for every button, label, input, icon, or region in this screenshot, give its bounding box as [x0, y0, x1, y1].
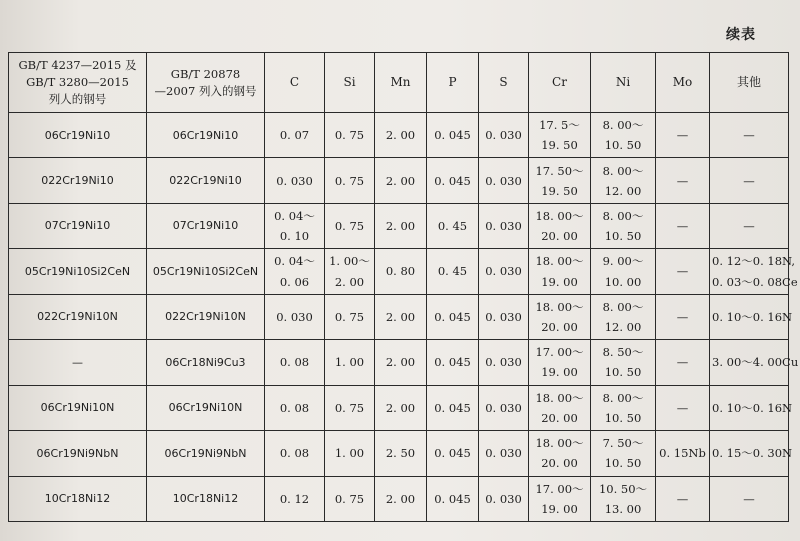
cell-c-line: 0. 030 [276, 309, 313, 324]
table-row [9, 294, 789, 339]
cell-si [325, 249, 375, 294]
cell-other-line: 0. 10～0. 16N [712, 309, 793, 324]
cell-mo [656, 158, 710, 203]
cell-gbt20878: 06Cr19Ni9NbN [147, 431, 265, 476]
cell-ni-line: 7. 50～ [602, 436, 644, 451]
cell-c-line: 0. 10 [279, 229, 310, 244]
cell-other-line: 0. 15～0. 30N [712, 446, 793, 461]
cell-gbt20878: 06Cr19Ni10 [147, 113, 265, 158]
cell-cr-line: 17. 5～ [539, 118, 580, 133]
cell-p [427, 249, 479, 294]
cell-s-line: 0. 030 [485, 128, 522, 143]
cell-mn-line: 2. 00 [385, 355, 416, 370]
cell-p-line: 0. 045 [434, 400, 471, 415]
cell-mo-line: — [676, 491, 689, 506]
cell-other-line: — [743, 219, 755, 234]
cell-ni-line: 8. 00～ [602, 208, 644, 223]
header-s: S [479, 53, 529, 113]
cell-p-line: 0. 45 [437, 264, 468, 279]
cell-other [710, 385, 793, 430]
cell-ni-line: 10. 50 [604, 138, 642, 153]
cell-gbt20878: 06Cr18Ni9Cu3 [147, 340, 265, 385]
cell-cr [529, 294, 591, 339]
cell-ni-line: 9. 00～ [602, 254, 644, 269]
cell-s [479, 431, 529, 476]
cell-mo-line: — [676, 400, 689, 415]
cell-p [427, 476, 479, 522]
cell-cr-line: 19. 50 [541, 138, 578, 153]
cell-c-line: 0. 12 [279, 491, 310, 506]
cell-ni [591, 294, 656, 339]
steel-composition-table [8, 52, 799, 522]
cell-cr [529, 431, 591, 476]
cell-p [427, 385, 479, 430]
cell-other [710, 431, 793, 476]
cell-p-line: 0. 045 [434, 446, 471, 461]
cell-gbt4237: — [9, 340, 147, 385]
cell-mn [375, 113, 427, 158]
cell-cr-line: 17. 50～ [535, 163, 584, 178]
cell-ni-line: 8. 50～ [602, 345, 644, 360]
table-row [9, 203, 789, 248]
cell-s [479, 249, 529, 294]
cell-c [265, 476, 325, 522]
header-mn: Mn [375, 53, 427, 113]
header-c: C [265, 53, 325, 113]
cell-p [427, 340, 479, 385]
cell-s-line: 0. 030 [485, 400, 522, 415]
cell-cr-line: 20. 00 [541, 410, 578, 425]
cell-gbt20878: 10Cr18Ni12 [147, 476, 265, 522]
cell-other [710, 249, 798, 294]
table-body [9, 113, 799, 522]
cell-p [427, 431, 479, 476]
cell-p-line: 0. 045 [434, 128, 471, 143]
cell-mo-line: — [676, 219, 689, 234]
cell-cr-line: 18. 00～ [535, 299, 584, 314]
cell-c [265, 340, 325, 385]
cell-c [265, 158, 325, 203]
cell-mo-line: — [676, 128, 689, 143]
cell-si [325, 158, 375, 203]
cell-ni [591, 431, 656, 476]
header-gbt20878-line: GB/T 20878 [170, 66, 241, 81]
cell-other-line: — [743, 128, 755, 143]
cell-other [710, 203, 789, 248]
cell-c-line: 0. 08 [279, 355, 310, 370]
cell-si [325, 385, 375, 430]
cell-gbt4237: 10Cr18Ni12 [9, 476, 147, 522]
cell-s-line: 0. 030 [485, 355, 522, 370]
cell-ni-line: 12. 00 [604, 183, 642, 198]
cell-mn [375, 431, 427, 476]
cell-si-line: 0. 75 [334, 128, 365, 143]
cell-mo-line: — [676, 173, 689, 188]
cell-s-line: 0. 030 [485, 219, 522, 234]
table-row [9, 249, 789, 294]
cell-c-line: 0. 04～ [274, 208, 315, 223]
cell-si-line: 0. 75 [334, 309, 365, 324]
cell-ni-line: 10. 00 [604, 274, 642, 289]
cell-cr-line: 20. 00 [541, 456, 578, 471]
cell-mo [656, 113, 710, 158]
cell-s-line: 0. 030 [485, 264, 522, 279]
header-gbt4237-line: 列人的钢号 [48, 91, 107, 106]
cell-c [265, 203, 325, 248]
header-mo: Mo [656, 53, 710, 113]
cell-other [710, 476, 789, 522]
cell-other-line: — [743, 173, 755, 188]
cell-c [265, 294, 325, 339]
cell-gbt4237: 022Cr19Ni10 [9, 158, 147, 203]
cell-c-line: 0. 030 [276, 173, 313, 188]
cell-ni [591, 203, 656, 248]
cell-gbt4237: 06Cr19Ni10 [9, 113, 147, 158]
cell-p-line: 0. 045 [434, 309, 471, 324]
cell-mn-line: 2. 00 [385, 219, 416, 234]
cell-ni [591, 476, 656, 522]
cell-gbt20878: 06Cr19Ni10N [147, 385, 265, 430]
cell-s-line: 0. 030 [485, 491, 522, 506]
cell-gbt20878: 022Cr19Ni10N [147, 294, 265, 339]
cell-ni-line: 12. 00 [604, 319, 642, 334]
cell-mn [375, 340, 427, 385]
cell-si [325, 340, 375, 385]
cell-si [325, 476, 375, 522]
cell-mn [375, 294, 427, 339]
cell-cr [529, 113, 591, 158]
cell-cr-line: 19. 00 [541, 501, 578, 516]
cell-gbt20878: 05Cr19Ni10Si2CeN [147, 249, 265, 294]
cell-other-line: 3. 00～4. 00Cu [712, 355, 799, 370]
cell-p [427, 203, 479, 248]
cell-c [265, 385, 325, 430]
cell-mo [656, 340, 710, 385]
cell-other [710, 113, 789, 158]
cell-cr-line: 18. 00～ [535, 436, 584, 451]
cell-cr [529, 476, 591, 522]
cell-cr-line: 17. 00～ [535, 481, 584, 496]
cell-s [479, 113, 529, 158]
cell-ni-line: 10. 50 [604, 229, 642, 244]
cell-p-line: 0. 045 [434, 491, 471, 506]
cell-ni-line: 8. 00～ [602, 299, 644, 314]
cell-si [325, 203, 375, 248]
cell-gbt4237: 06Cr19Ni9NbN [9, 431, 147, 476]
cell-mn [375, 158, 427, 203]
cell-ni [591, 158, 656, 203]
cell-ni [591, 113, 656, 158]
cell-c-line: 0. 07 [279, 128, 310, 143]
cell-mo-line: — [676, 355, 689, 370]
cell-mn [375, 203, 427, 248]
cell-other-line: — [743, 491, 755, 506]
cell-c [265, 249, 325, 294]
cell-mn [375, 385, 427, 430]
cell-si-line: 0. 75 [334, 173, 365, 188]
cell-si [325, 294, 375, 339]
cell-si-line: 1. 00 [334, 446, 365, 461]
cell-mo [656, 203, 710, 248]
cell-cr-line: 18. 00～ [535, 390, 584, 405]
cell-gbt4237: 022Cr19Ni10N [9, 294, 147, 339]
cell-mn-line: 2. 00 [385, 128, 416, 143]
cell-other [710, 340, 799, 385]
header-gbt4237-line: GB/T 4237—2015 及 [18, 58, 137, 73]
cell-ni-line: 10. 50～ [598, 481, 648, 496]
cell-gbt4237: 06Cr19Ni10N [9, 385, 147, 430]
cell-other [710, 294, 793, 339]
header-gbt20878-line: —2007 列入的钢号 [154, 83, 257, 98]
table-row [9, 113, 789, 158]
cell-ni-line: 8. 00～ [602, 390, 644, 405]
cell-ni-line: 8. 00～ [602, 163, 644, 178]
cell-s [479, 476, 529, 522]
cell-ni-line: 8. 00～ [602, 118, 644, 133]
cell-mo [656, 294, 710, 339]
cell-si-line: 1. 00 [334, 355, 365, 370]
cell-si [325, 113, 375, 158]
cell-gbt20878: 07Cr19Ni10 [147, 203, 265, 248]
cell-cr-line: 19. 00 [541, 365, 578, 380]
cell-s-line: 0. 030 [485, 446, 522, 461]
cell-c-line: 0. 08 [279, 400, 310, 415]
cell-gbt20878: 022Cr19Ni10 [147, 158, 265, 203]
cell-si-line: 2. 00 [334, 274, 365, 289]
cell-cr-line: 18. 00～ [535, 208, 584, 223]
cell-si-line: 0. 75 [334, 491, 365, 506]
cell-mn-line: 2. 50 [385, 446, 416, 461]
cell-s [479, 203, 529, 248]
cell-mn-line: 2. 00 [385, 400, 416, 415]
table-row [9, 340, 789, 385]
cell-p-line: 0. 045 [434, 355, 471, 370]
cell-mo-line: — [676, 264, 689, 279]
cell-s [479, 340, 529, 385]
cell-ni-line: 13. 00 [604, 501, 642, 516]
cell-cr-line: 19. 00 [541, 274, 578, 289]
cell-si-line: 0. 75 [334, 400, 365, 415]
cell-ni [591, 249, 656, 294]
cell-cr [529, 249, 591, 294]
header-cr: Cr [529, 53, 591, 113]
cell-cr [529, 385, 591, 430]
cell-c-line: 0. 06 [279, 274, 310, 289]
cell-cr-line: 20. 00 [541, 319, 578, 334]
cell-ni-line: 10. 50 [604, 365, 642, 380]
cell-mn-line: 0. 80 [385, 264, 416, 279]
cell-p-line: 0. 045 [434, 173, 471, 188]
cell-s [479, 385, 529, 430]
cell-c-line: 0. 08 [279, 446, 310, 461]
cell-mn-line: 2. 00 [385, 309, 416, 324]
header-si: Si [325, 53, 375, 113]
cell-mo [656, 476, 710, 522]
cell-cr [529, 203, 591, 248]
cell-cr-line: 19. 50 [541, 183, 578, 198]
header-row [9, 53, 789, 113]
cell-p [427, 294, 479, 339]
cell-other-line: 0. 10～0. 16N [712, 400, 793, 415]
cell-gbt4237: 05Cr19Ni10Si2CeN [9, 249, 147, 294]
cell-s [479, 158, 529, 203]
header-other: 其他 [710, 53, 789, 113]
cell-p [427, 113, 479, 158]
table-row [9, 385, 789, 430]
cell-cr-line: 18. 00～ [535, 254, 584, 269]
cell-mo-line: 0. 15Nb [659, 446, 706, 461]
cell-ni [591, 385, 656, 430]
cell-other-line: 0. 12～0. 18N, [712, 254, 796, 269]
header-gbt4237-line: GB/T 3280—2015 [26, 75, 129, 90]
cell-mn-line: 2. 00 [385, 173, 416, 188]
cell-cr-line: 20. 00 [541, 229, 578, 244]
table-row [9, 431, 789, 476]
cell-si [325, 431, 375, 476]
cell-si-line: 1. 00～ [329, 254, 370, 269]
cell-ni-line: 10. 50 [604, 456, 642, 471]
cell-cr-line: 17. 00～ [535, 345, 584, 360]
cell-p [427, 158, 479, 203]
cell-mo [656, 249, 710, 294]
cell-other-line: 0. 03～0. 08Ce [712, 274, 798, 289]
cell-ni-line: 10. 50 [604, 410, 642, 425]
cell-cr [529, 158, 591, 203]
header-gbt20878 [147, 53, 265, 113]
cell-mo [656, 385, 710, 430]
cell-mo [656, 431, 710, 476]
cell-s [479, 294, 529, 339]
header-ni: Ni [591, 53, 656, 113]
cell-cr [529, 340, 591, 385]
header-gbt4237 [9, 53, 147, 113]
cell-si-line: 0. 75 [334, 219, 365, 234]
cell-mn-line: 2. 00 [385, 491, 416, 506]
header-p: P [427, 53, 479, 113]
cell-c [265, 431, 325, 476]
cell-mo-line: — [676, 309, 689, 324]
table-row [9, 158, 789, 203]
cell-mn [375, 476, 427, 522]
cell-mn [375, 249, 427, 294]
table-continued-caption: 续表 [726, 27, 756, 43]
cell-s-line: 0. 030 [485, 309, 522, 324]
cell-s-line: 0. 030 [485, 173, 522, 188]
cell-other [710, 158, 789, 203]
table-row [9, 476, 789, 522]
cell-ni [591, 340, 656, 385]
cell-p-line: 0. 45 [437, 219, 468, 234]
cell-c-line: 0. 04～ [274, 254, 315, 269]
cell-gbt4237: 07Cr19Ni10 [9, 203, 147, 248]
cell-c [265, 113, 325, 158]
